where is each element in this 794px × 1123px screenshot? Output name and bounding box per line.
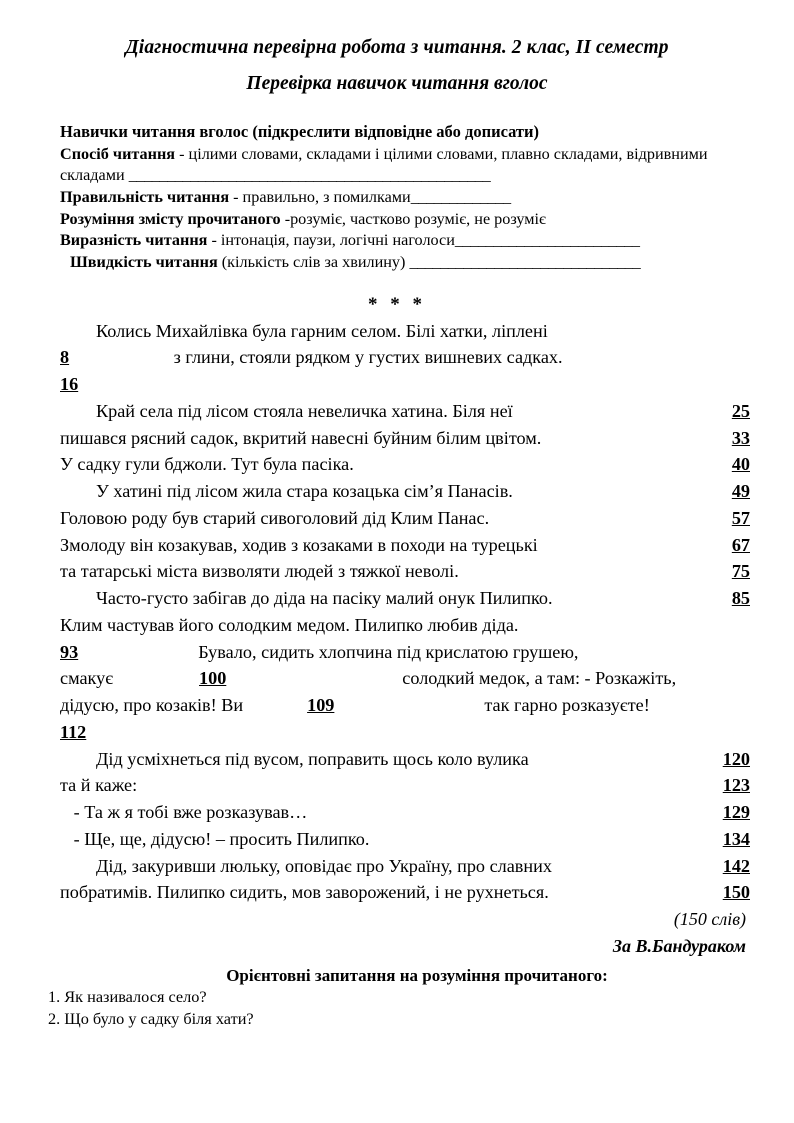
criteria-blank[interactable]: _____________ [410, 187, 511, 206]
story-text: Колись Михайлівка була гарним селом. Білі хатки, ліплені [96, 320, 548, 341]
word-count-marker: 57 [731, 507, 750, 528]
story-body [0, 318, 794, 907]
page-title: Діагностична перевірна робота з читання. 2 клас, ІІ семестр [125, 37, 669, 58]
story-text-segment: Бувало, сидить хлопчина під крислатою грушею, [198, 641, 579, 662]
story-text [60, 639, 750, 666]
story-line [60, 532, 750, 559]
story-text: пишався рясний садок, вкритий навесні буйним білим цвітом. [60, 427, 542, 448]
questions-heading: Орієнтовні запитання на розуміння прочитаного: [226, 966, 608, 986]
story-text: побратимів. Пилипко сидить, мов заворожений, і не рухнеться. [60, 882, 549, 903]
word-count-marker: 100 [199, 668, 227, 689]
page-subtitle: Перевірка навичок читання вголос [246, 73, 548, 95]
story-line [60, 772, 750, 799]
criteria-item-accuracy [60, 187, 749, 209]
word-count-marker: 67 [731, 534, 750, 555]
criteria-blank[interactable]: ________________________ [454, 231, 640, 250]
criteria-label: Швидкість читання [70, 253, 218, 272]
criteria-label: Спосіб читання [60, 144, 176, 163]
story-text: Змолоду він козакував, ходив з козаками в походи на турецькі [60, 534, 538, 555]
story-line [60, 344, 750, 371]
question-item: 1. Як називалося село? [48, 987, 207, 1007]
criteria-item-comprehension [60, 209, 749, 231]
criteria-item-expressiveness [60, 230, 749, 252]
story-text: У садку гули бджоли. Тут була пасіка. [60, 454, 354, 475]
story-line [60, 853, 750, 880]
section-separator: * * * [368, 293, 426, 315]
story-text: Головою роду був старий сивоголовий дід Клим Панас. [60, 507, 490, 528]
story-line [60, 826, 750, 853]
story-text: Край села під лісом стояла невеличка хатина. Біля неї [96, 400, 513, 421]
word-count-marker: 75 [731, 561, 750, 582]
word-count-marker: 129 [722, 802, 750, 823]
word-count-marker: 150 [722, 882, 750, 903]
word-count-marker: 85 [731, 588, 750, 609]
story-text [60, 719, 750, 746]
criteria-item-speed [70, 252, 749, 274]
story-text: У хатині під лісом жила стара козацька сім’я Панасів. [96, 481, 513, 502]
word-count-marker: 33 [731, 427, 750, 448]
criteria-item-method [60, 144, 749, 187]
story-line [60, 398, 750, 425]
criteria-block [0, 121, 794, 274]
story-line [60, 371, 750, 398]
story-text: - Ще, ще, дідусю! – просить Пилипко. [60, 828, 370, 849]
criteria-value: (кількість слів за хвилину) [217, 253, 410, 272]
word-count-marker: 120 [722, 748, 750, 769]
story-text-segment: так гарно розказуєте! [484, 695, 650, 716]
title-block [0, 36, 794, 97]
story-text [60, 692, 750, 719]
word-count-marker: 16 [60, 374, 79, 395]
word-count-marker: 109 [307, 695, 335, 716]
story-text [60, 344, 750, 371]
word-count-total: (150 слів) [673, 909, 746, 930]
word-count-marker: 93 [60, 641, 79, 662]
story-line-mixed [60, 692, 750, 719]
story-text [60, 665, 750, 692]
word-count-marker: 112 [60, 721, 87, 742]
criteria-label: Розуміння змісту прочитаного [60, 209, 281, 228]
question-item: 2. Що було у садку біля хати? [48, 1009, 254, 1029]
story-text: та татарські міста визволяти людей з тяжкої неволі. [60, 561, 459, 582]
story-text-segment: смакує [60, 668, 114, 689]
criteria-label: Правильність читання [60, 187, 230, 206]
story-text: Клим частував його солодким медом. Пилипко любив діда. [60, 614, 519, 635]
criteria-blank[interactable]: _______________________________________________ [128, 166, 491, 185]
story-line [60, 612, 750, 639]
story-text: Часто-густо забігав до діда на пасіку малий онук Пилипко. [96, 588, 553, 609]
word-count-marker: 49 [731, 481, 750, 502]
story-text: та й каже: [60, 775, 138, 796]
criteria-heading: Навички читання вголос (підкреслити відповідне або дописати) [60, 121, 540, 141]
criteria-blank[interactable]: ______________________________ [409, 253, 641, 272]
story-line [60, 558, 750, 585]
criteria-value: - цілими словами, складами і цілими словами, плавно складами, відривними складами [60, 144, 708, 185]
word-count-marker: 134 [722, 828, 750, 849]
story-line [60, 585, 750, 612]
story-text: Дід усміхнеться під вусом, поправить щось коло вулика [96, 748, 529, 769]
story-line [60, 799, 750, 826]
word-count-marker: 25 [731, 400, 750, 421]
story-line-mixed [60, 719, 750, 746]
story-line [60, 478, 750, 505]
story-text: Дід, закуривши люльку, оповідає про Україну, про славних [96, 855, 552, 876]
word-count-marker: 40 [731, 454, 750, 475]
story-text: - Та ж я тобі вже розказував… [60, 802, 308, 823]
author-attribution: За В.Бандураком [612, 936, 746, 957]
criteria-label: Виразність читання [60, 231, 208, 250]
story-line-mixed [60, 639, 750, 666]
story-line [60, 746, 750, 773]
story-line [60, 425, 750, 452]
criteria-value: - правильно, з помилками [229, 187, 411, 206]
story-line-mixed [60, 665, 750, 692]
story-line [60, 879, 750, 906]
word-count-marker: 142 [722, 855, 750, 876]
criteria-value: - інтонація, паузи, логічні наголоси [207, 231, 455, 250]
story-line [60, 505, 750, 532]
criteria-value: -розуміє, частково розуміє, не розуміє [280, 209, 546, 228]
story-text [60, 371, 750, 398]
story-line [60, 451, 750, 478]
word-count-marker: 123 [722, 775, 750, 796]
story-text-continuation: з глини, стояли рядком у густих вишневих садках. [69, 347, 563, 368]
word-count-marker: 8 [60, 347, 70, 368]
story-line [60, 318, 750, 345]
story-text-segment: дідусю, про козаків! Ви [60, 695, 244, 716]
story-text-segment: солодкий медок, а там: - Розкажіть, [402, 668, 677, 689]
